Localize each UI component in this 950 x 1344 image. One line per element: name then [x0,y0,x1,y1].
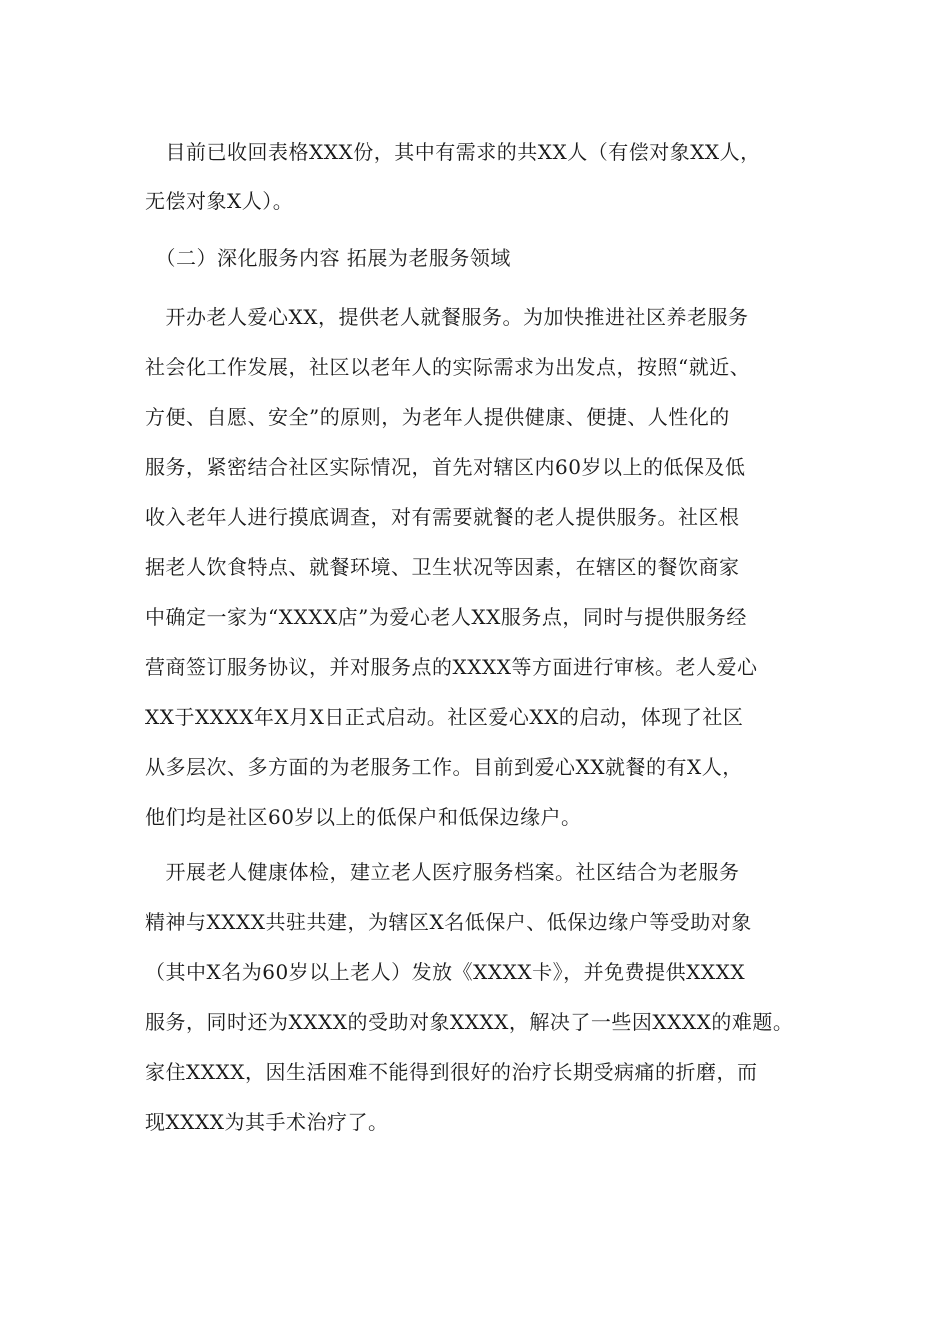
section-heading: （二）深化服务内容 拓展为老服务领域 [145,246,511,270]
paragraph-line: XX于XXXX年X月X日正式启动。社区爱心XX的启动，体现了社区 [145,705,744,729]
paragraph-line: 现XXXX为其手术治疗了。 [145,1110,389,1134]
paragraph-line: 营商签订服务协议，并对服务点的XXXX等方面进行审核。老人爱心 [145,655,758,679]
paragraph-line: 从多层次、多方面的为老服务工作。目前到爱心XX就餐的有X人， [145,755,743,779]
paragraph-line: 开办老人爱心XX，提供老人就餐服务。为加快推进社区养老服务 [145,305,749,329]
paragraph-line: 家住XXXX，因生活困难不能得到很好的治疗长期受病痛的折磨，而 [145,1060,758,1084]
paragraph-line: 中确定一家为“XXXX店”为爱心老人XX服务点，同时与提供服务经 [145,605,747,629]
paragraph-line: 他们均是社区60岁以上的低保户和低保边缘户。 [145,805,582,829]
paragraph-line: 社会化工作发展，社区以老年人的实际需求为出发点，按照“就近、 [145,355,751,379]
paragraph-line: 收入老年人进行摸底调查，对有需要就餐的老人提供服务。社区根 [145,505,740,529]
paragraph-line: （其中X名为60岁以上老人）发放《XXXX卡》，并免费提供XXXX [145,960,746,984]
paragraph-line: 方便、自愿、安全”的原则，为老年人提供健康、便捷、人性化的 [145,405,730,429]
paragraph-line: 开展老人健康体检，建立老人医疗服务档案。社区结合为老服务 [145,860,740,884]
paragraph-line: 服务，同时还为XXXX的受助对象XXXX，解决了一些因XXXX的难题。 [145,1010,794,1034]
paragraph-line: 目前已收回表格XXX份，其中有需求的共XX人（有偿对象XX人， [145,140,761,164]
paragraph-line: 精神与XXXX共驻共建，为辖区X名低保户、低保边缘户等受助对象 [145,910,752,934]
paragraph-line: 服务，紧密结合社区实际情况，首先对辖区内60岁以上的低保及低 [145,455,746,479]
paragraph-line: 无偿对象X人）。 [145,189,294,213]
paragraph-line: 据老人饮食特点、就餐环境、卫生状况等因素，在辖区的餐饮商家 [145,555,740,579]
